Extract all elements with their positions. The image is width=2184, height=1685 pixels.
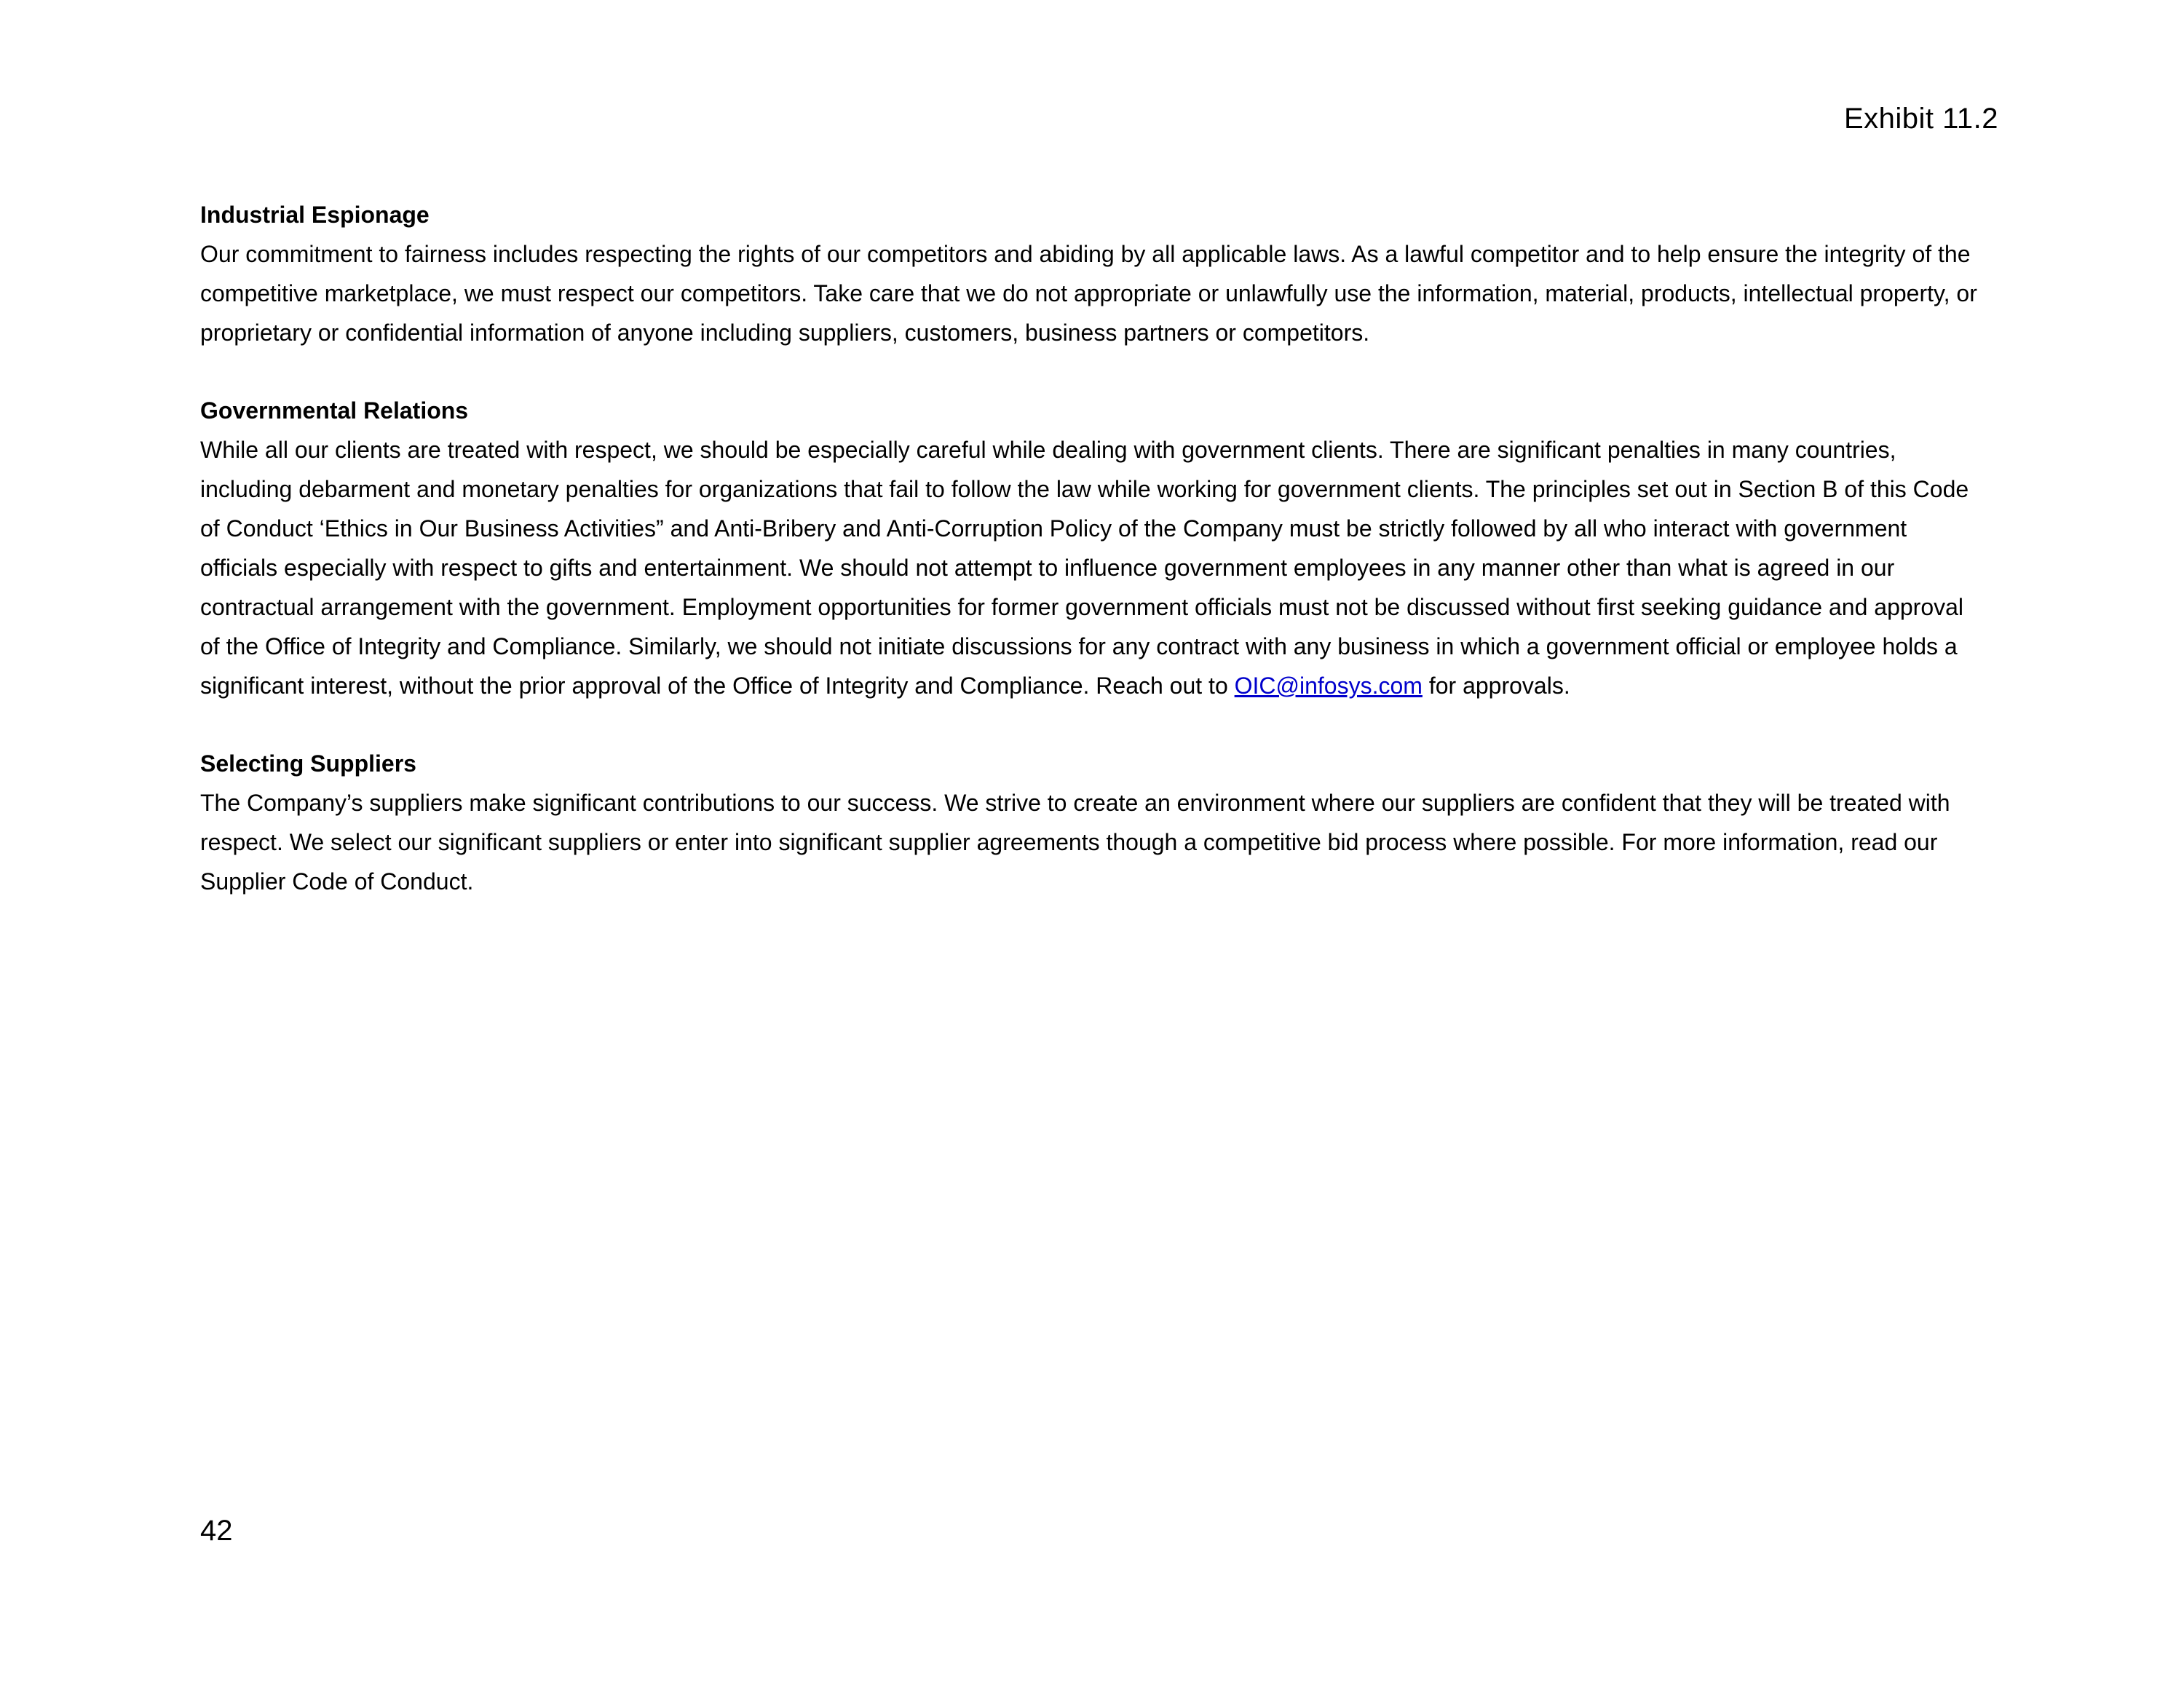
section-heading: Industrial Espionage: [200, 202, 430, 228]
section-selecting-suppliers: [200, 744, 1987, 901]
page-number: 42: [200, 1515, 233, 1547]
section-heading: Governmental Relations: [200, 397, 469, 424]
paragraph-text: While all our clients are treated with respect, we should be especially careful while dealing with government clients. There are significant penalties in many countries, including debarment and monetary penalties for organizations that fail to follow the law while working for government clients. The principles set out in Section B of this Code of Conduct ‘Ethics in Our Business Activities” and Anti-Bribery and Anti-Corruption Policy of the Company must be strictly followed by all who interact with government officials especially with respect to gifts and entertainment. We should not attempt to influence government employees in any manner other than what is agreed in our contractual arrangement with the government. Employment opportunities for former government officials must not be discussed without first seeking guidance and approval of the Office of Integrity and Compliance. Similarly, we should not initiate discussions for any contract with any business in which a government official or employee holds a significant interest, without the prior approval of the Office of Integrity and Compliance.: [200, 437, 1969, 699]
reach-out-suffix: for approvals.: [1428, 673, 1570, 699]
section-heading: Selecting Suppliers: [200, 750, 416, 777]
section-industrial-espionage: [200, 195, 1987, 352]
document-body: [200, 195, 1987, 940]
exhibit-label: Exhibit 11.2: [1843, 103, 1998, 135]
email-link[interactable]: OIC@infosys.com: [1234, 673, 1423, 699]
section-paragraph: [200, 430, 1987, 705]
reach-out-text: Reach out to: [1096, 673, 1228, 699]
section-paragraph: The Company’s suppliers make significant contributions to our success. We strive to create an environment where our suppliers are confident that they will be treated with respect. We select our significant suppliers or enter into significant supplier agreements though a competitive bid process where possible. For more information, read our Supplier Code of Conduct.: [200, 790, 1950, 895]
section-paragraph: Our commitment to fairness includes respecting the rights of our competitors and abiding by all applicable laws. As a lawful competitor and to help ensure the integrity of the competitive marketplace, we must respect our competitors. Take care that we do not appropriate or unlawfully use the information, material, products, intellectual property, or proprietary or confidential information of anyone including suppliers, customers, business partners or competitors.: [200, 241, 1977, 346]
section-governmental-relations: [200, 391, 1987, 705]
